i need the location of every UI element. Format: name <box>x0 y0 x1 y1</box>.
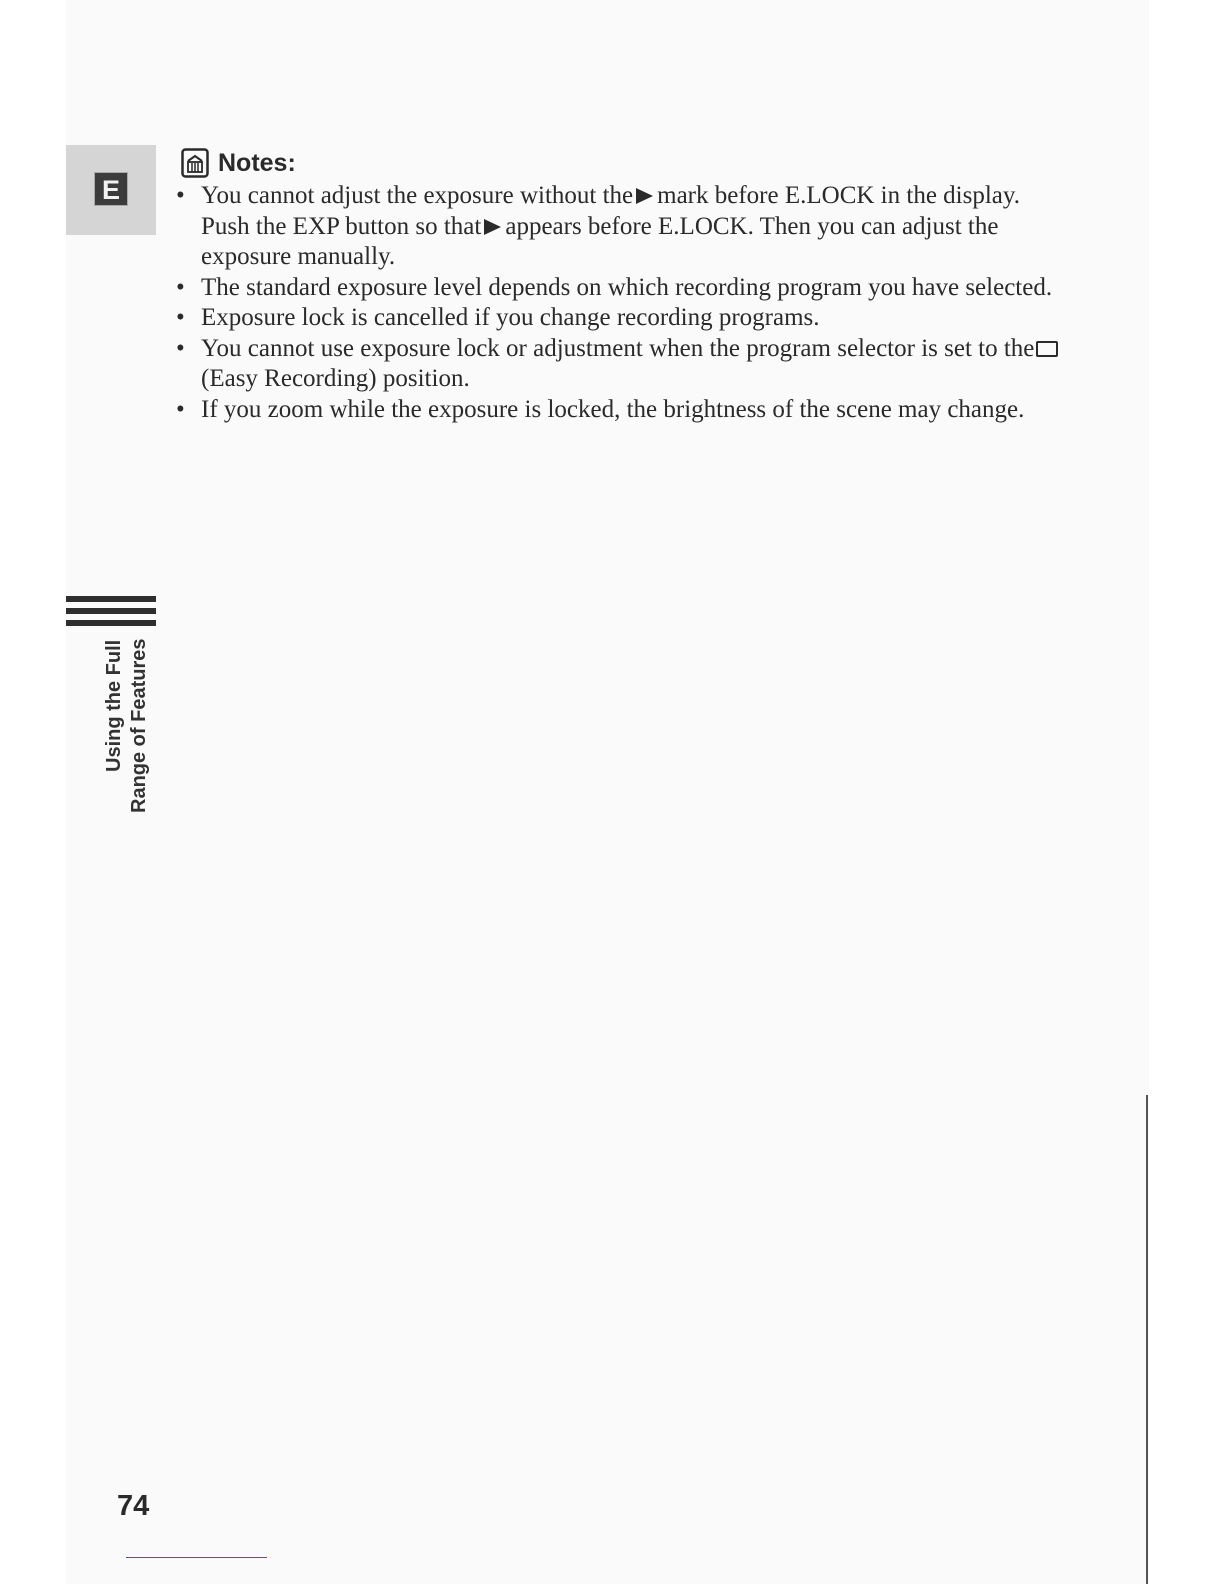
section-label <box>102 638 158 813</box>
play-mark-icon <box>636 188 653 204</box>
section-label-line2: Range of Features <box>128 638 150 813</box>
notes-header <box>181 146 296 180</box>
bullet: • <box>176 334 185 362</box>
language-tab <box>66 145 156 235</box>
section-bar <box>66 620 156 626</box>
bullet: • <box>176 273 185 301</box>
bullet: • <box>176 182 185 209</box>
bullet: • <box>176 395 185 423</box>
page-edge-line <box>1146 1095 1148 1584</box>
easy-recording-icon <box>1036 341 1058 357</box>
footer-rule <box>126 1557 267 1558</box>
list-item: • You cannot adjust the exposure without the mark before E.LOCK in the display. Push the EXP button so that appears before E.LOCK. Then you can adjust the exposure manually. <box>176 182 1021 270</box>
section-bar <box>66 608 156 614</box>
play-mark-icon <box>484 219 501 235</box>
list-item: • Exposure lock is cancelled if you change recording programs. <box>176 303 1066 334</box>
note-icon <box>181 148 209 178</box>
notes-list <box>176 181 1066 425</box>
list-item: • The standard exposure level depends on which recording program you have selected. <box>176 273 1066 304</box>
section-label-line1: Using the Full <box>103 639 125 772</box>
section-bar <box>66 596 156 602</box>
page-number: 74 <box>117 1490 150 1522</box>
bullet: • <box>176 304 185 331</box>
list-item: • You cannot use exposure lock or adjustment when the program selector is set to the(Easy Recording) position. <box>176 334 1066 395</box>
list-item: • If you zoom while the exposure is locked, the brightness of the scene may change. <box>176 395 1066 426</box>
language-tab-letter: E <box>94 172 128 206</box>
notes-title: Notes: <box>218 148 296 177</box>
section-bars <box>66 596 156 632</box>
